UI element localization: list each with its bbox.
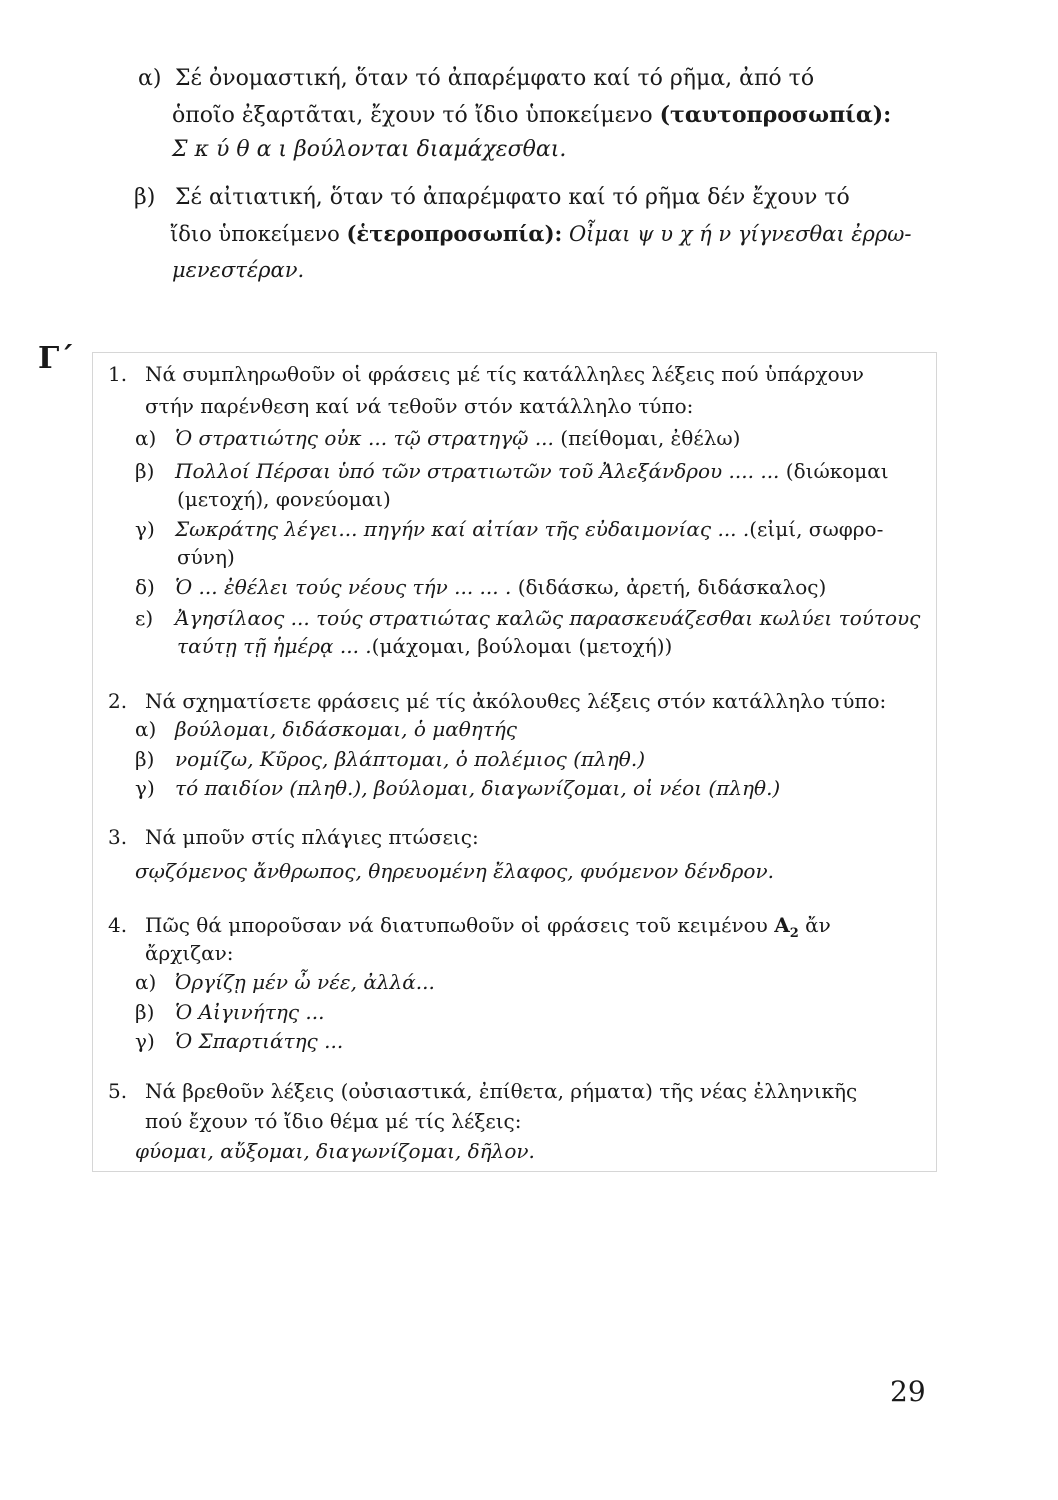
exercise-1-number: 1.	[108, 362, 128, 386]
exercise-4c-label: γ)	[135, 1029, 155, 1053]
exercise-2-line-1: Νά σχηματίσετε φράσεις μέ τίς ἀκόλουθες λέξεις στόν κατάλληλο τύπο:	[145, 689, 887, 713]
exercise-1e-label: ε)	[135, 606, 154, 630]
exercise-4c: Ὁ Σπαρτιάτης ...	[175, 1029, 344, 1053]
exercise-3-line-2: σῳζόμενος ἄνθρωπος, θηρευομένη ἔλαφος, φυόμενον δένδρον.	[135, 859, 774, 883]
exercise-4-number: 4.	[108, 913, 128, 937]
exercise-1e-line-2: ταύτῃ τῇ ἡμέρᾳ ... .(μάχομαι, βούλομαι (μετοχή))	[177, 634, 673, 658]
exercise-4b-label: β)	[135, 1000, 155, 1024]
exercise-1a-label: α)	[135, 426, 157, 450]
term-eteroprosopia: (ἑτεροπροσωπία):	[346, 221, 563, 246]
exercise-5-line-1: Νά βρεθοῦν λέξεις (οὐσιαστικά, ἐπίθετα, ρήματα) τῆς νέας ἑλληνικῆς	[145, 1079, 858, 1103]
exercise-1-line-2: στήν παρένθεση καί νά τεθοῦν στόν κατάλληλο τύπο:	[145, 394, 694, 418]
intro-a-line-2: ὁποῖο ἐξαρτᾶται, ἔχουν τό ἴδιο ὑποκείμενο (ταυτοπροσωπία):	[172, 102, 892, 128]
exercise-1b-label: β)	[135, 459, 155, 483]
exercise-1d: Ὁ ... ἐθέλει τούς νέους τήν ... ... . (διδάσκω, ἀρετή, διδάσκαλος)	[175, 575, 827, 599]
intro-b-line-3: μενεστέραν.	[172, 258, 305, 282]
exercise-1d-label: δ)	[135, 575, 155, 599]
exercise-1c: Σωκράτης λέγει... πηγήν καί αἰτίαν τῆς εὐδαιμονίας ... .(εἰμί, σωφρο-	[175, 517, 884, 541]
exercise-2a-label: α)	[135, 717, 157, 741]
exercise-5-number: 5.	[108, 1079, 128, 1103]
exercise-2b-label: β)	[135, 747, 155, 771]
section-mark: Γ΄	[38, 341, 75, 376]
page-number: 29	[890, 1375, 926, 1408]
intro-a-line-1: Σέ ὀνομαστική, ὅταν τό ἀπαρέμφατο καί τό ρῆμα, ἀπό τό	[175, 66, 815, 91]
exercise-1e: Ἀγησίλαος ... τούς στρατιώτας καλῶς παρασκευάζεσθαι κωλύει τούτους	[175, 606, 921, 630]
exercise-1a: Ὁ στρατιώτης οὐκ ... τῷ στρατηγῷ ... (πείθομαι, ἐθέλω)	[175, 426, 741, 450]
exercise-2-number: 2.	[108, 689, 128, 713]
exercise-2c: τό παιδίον (πληθ.), βούλομαι, διαγωνίζομαι, οἱ νέοι (πληθ.)	[175, 776, 781, 800]
intro-a-label: α)	[138, 66, 162, 91]
exercise-1b-line-2: (μετοχή), φονεύομαι)	[177, 487, 391, 511]
exercise-3-line-1: Νά μποῦν στίς πλάγιες πτώσεις:	[145, 825, 479, 849]
exercise-4a: Ὀργίζῃ μέν ὦ νέε, ἀλλά...	[175, 970, 435, 994]
exercise-5-line-2: πού ἔχουν τό ἴδιο θέμα μέ τίς λέξεις:	[145, 1109, 522, 1133]
exercise-4-line-1: Πῶς θά μποροῦσαν νά διατυπωθοῦν οἱ φράσεις τοῦ κειμένου $A_2$ ἄν	[145, 913, 831, 941]
intro-b-label: β)	[134, 185, 156, 210]
exercise-1c-line-2: σύνη)	[177, 545, 235, 569]
exercise-1-line-1: Νά συμπληρωθοῦν οἱ φράσεις μέ τίς κατάλληλες λέξεις πού ὑπάρχουν	[145, 362, 864, 386]
exercise-4a-label: α)	[135, 970, 157, 994]
exercise-4-line-2: ἄρχιζαν:	[145, 941, 234, 965]
intro-b-line-2: ἴδιο ὑποκείμενο (ἑτεροπροσωπία): Οἶμαι ψ υ χ ή ν γίγνεσθαι ἐρρω-	[170, 221, 912, 246]
exercise-1b: Πολλοί Πέρσαι ὑπό τῶν στρατιωτῶν τοῦ Ἀλεξάνδρου .... ... (διώκομαι	[175, 459, 889, 483]
intro-a-example: Σ κ ύ θ α ι βούλονται διαμάχεσθαι.	[172, 137, 567, 162]
exercise-3-number: 3.	[108, 825, 128, 849]
exercise-1c-label: γ)	[135, 517, 155, 541]
intro-b-line-1: Σέ αἰτιατική, ὅταν τό ἀπαρέμφατο καί τό ρῆμα δέν ἔχουν τό	[175, 185, 850, 210]
exercise-2a: βούλομαι, διδάσκομαι, ὁ μαθητής	[175, 717, 518, 741]
exercise-2b: νομίζω, Κῦρος, βλάπτομαι, ὁ πολέμιος (πληθ.)	[175, 747, 646, 771]
exercise-5-line-3: φύομαι, αὔξομαι, διαγωνίζομαι, δῆλον.	[135, 1139, 535, 1163]
exercise-4b: Ὁ Αἰγινήτης ...	[175, 1000, 325, 1024]
exercise-2c-label: γ)	[135, 776, 155, 800]
term-tautoprosopia: (ταυτοπροσωπία):	[659, 102, 892, 128]
